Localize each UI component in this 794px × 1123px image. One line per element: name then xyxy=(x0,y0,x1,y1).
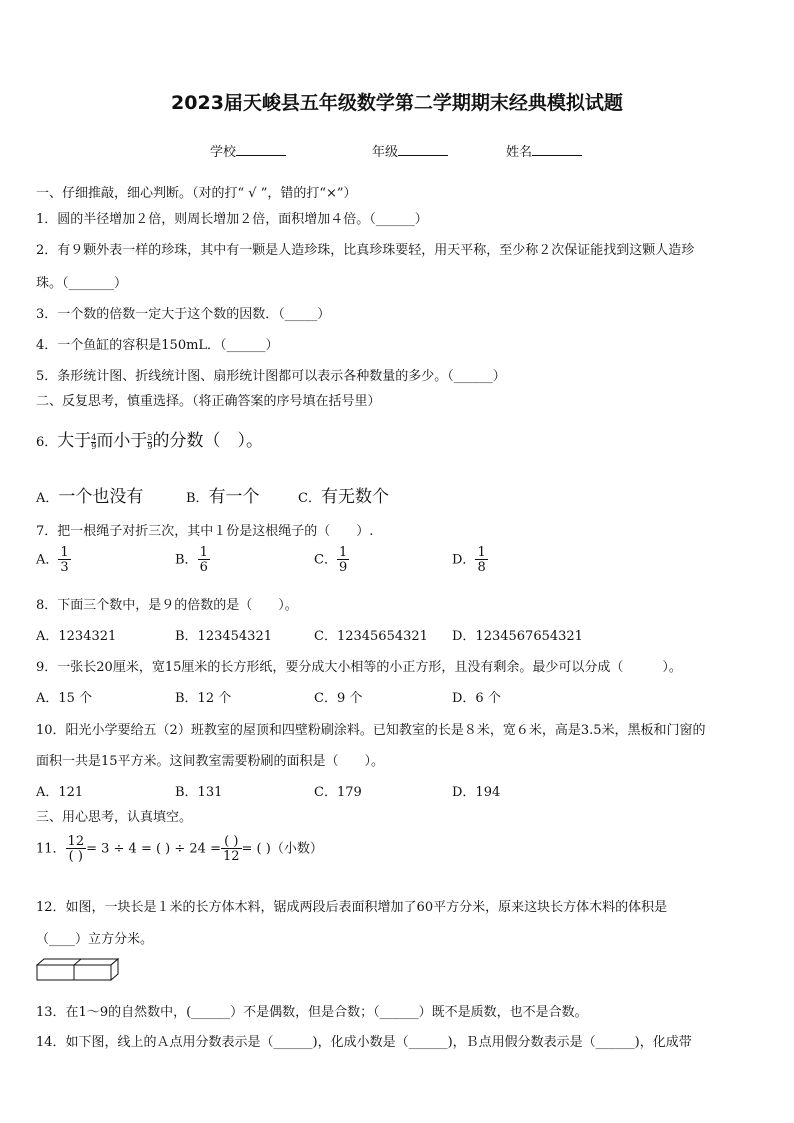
option-fraction xyxy=(198,546,210,574)
question-10-line1: 10．阳光小学要给五（2）班教室的屋顶和四壁粉刷涂料。已知教室的长是８米，宽６米，高是3.5米，黑板和门窗的 xyxy=(36,723,706,738)
option-text: 一个也没有 xyxy=(58,487,144,507)
question-12-line2: （____）立方分米。 xyxy=(36,932,154,947)
question-7-option-b xyxy=(175,546,210,574)
option-label: B． xyxy=(175,552,198,568)
option-label: C． xyxy=(298,491,321,506)
question-7-option-c xyxy=(314,546,349,574)
question-3: 3．一个数的倍数一定大于这个数的因数．（_____） xyxy=(36,307,331,322)
option-text: 有无数个 xyxy=(320,487,389,507)
question-2-line1: 2．有９颗外表一样的珍珠，其中有一颗是人造珍珠，比真珍珠要轻，用天平称，至少称２次保证能找到这颗人造珍 xyxy=(36,243,695,258)
question-8: 8．下面三个数中，是９的倍数的是（ ）。 xyxy=(36,598,298,613)
fraction-denominator: 9 xyxy=(91,442,97,451)
page-title: 2023届天峻县五年级数学第二学期期末经典模拟试题 xyxy=(171,92,623,114)
option-label: B． xyxy=(186,491,209,506)
name-field xyxy=(506,141,582,160)
grade-field xyxy=(372,141,448,160)
question-6-text-1: 大于 xyxy=(57,431,92,451)
name-label: 姓名 xyxy=(506,145,533,160)
fraction-numerator: 1 xyxy=(477,545,486,560)
question-6 xyxy=(36,426,263,451)
question-9: 9．一张长20厘米，宽15厘米的长方形纸，要分成大小相等的小正方形，且没有剩余。最少可以分成（ ）。 xyxy=(36,660,682,675)
fraction-denominator: 12 xyxy=(222,849,240,864)
question-9-option-a: A．15 个 xyxy=(36,691,93,706)
question-1: 1．圆的半径增加２倍，则周长增加２倍，面积增加４倍。（______） xyxy=(36,212,428,227)
question-7-option-a xyxy=(36,546,71,574)
fraction-numerator: 4 xyxy=(91,433,97,442)
fraction-numerator: 5 xyxy=(147,433,153,442)
option-label: A． xyxy=(36,552,59,568)
question-8-option-c: C．12345654321 xyxy=(314,629,428,644)
option-text: 有一个 xyxy=(208,487,260,507)
question-11-fraction-2 xyxy=(221,835,242,863)
question-8-option-a: A．1234321 xyxy=(36,629,117,644)
question-13: 13．在1～9的自然数中，(______）不是偶数，但是合数；（______）既不是质数，也不是合数。 xyxy=(36,1005,588,1020)
question-4: 4．一个鱼缸的容积是150mL．（______） xyxy=(36,338,279,353)
school-field xyxy=(210,141,286,160)
question-11 xyxy=(36,835,323,863)
question-6-option-a xyxy=(36,482,143,507)
question-5: 5．条形统计图、折线统计图、扇形统计图都可以表示各种数量的多少。（______） xyxy=(36,369,506,384)
question-6-option-b xyxy=(186,482,260,507)
grade-label: 年级 xyxy=(372,145,399,160)
question-10-option-c: C．179 xyxy=(314,785,362,800)
cuboid-figure xyxy=(36,958,120,982)
question-7: 7．把一根绳子对折三次，其中１份是这根绳子的（ ）. xyxy=(36,524,374,539)
question-11-fraction-1 xyxy=(66,835,87,863)
question-11-number: 11． xyxy=(36,841,66,857)
question-7-option-d xyxy=(452,546,488,574)
option-label: C． xyxy=(314,552,337,568)
school-blank xyxy=(236,143,286,156)
fraction-denominator: ( ) xyxy=(66,848,87,863)
option-fraction xyxy=(475,546,487,574)
fraction-numerator: 1 xyxy=(338,545,348,560)
question-6-option-c xyxy=(298,482,389,507)
question-10-option-d: D．194 xyxy=(452,785,501,800)
question-10-option-a: A．121 xyxy=(36,785,84,800)
name-blank xyxy=(532,143,582,156)
grade-blank xyxy=(398,143,448,156)
question-11-end: = ( )（小数） xyxy=(241,841,323,857)
question-8-option-d: D．1234567654321 xyxy=(452,629,583,644)
question-14: 14．如下图，线上的Ａ点用分数表示是（______)，化成小数是（______)，Ｂ点用假分数表示是（______)，化成带 xyxy=(36,1035,692,1050)
option-label: D． xyxy=(452,552,476,568)
question-10-line2: 面积一共是15平方米。这间教室需要粉刷的面积是（ ）。 xyxy=(36,754,385,769)
option-fraction xyxy=(337,546,349,574)
question-9-option-c: C．9 个 xyxy=(314,691,363,706)
section-2-heading: 二、反复思考，慎重选择。（将正确答案的序号填在括号里） xyxy=(36,394,381,409)
fraction-denominator: 9 xyxy=(338,560,348,575)
question-8-option-b: B．123454321 xyxy=(175,629,272,644)
question-9-option-b: B．12 个 xyxy=(175,691,232,706)
question-6-text-2: 而小于 xyxy=(96,431,148,451)
question-11-middle: = 3 ÷ 4 = ( ) ÷ 24 = xyxy=(86,841,221,857)
fraction-denominator: 8 xyxy=(477,560,486,575)
fraction-numerator: 1 xyxy=(60,545,69,560)
fraction-denominator: 6 xyxy=(199,560,208,575)
question-6-text-3: 的分数（ ）。 xyxy=(152,431,263,451)
option-label: A． xyxy=(36,491,59,506)
question-9-option-d: D．6 个 xyxy=(452,691,501,706)
question-2-line2: 珠。（_______） xyxy=(36,276,128,291)
section-3-heading: 三、用心思考，认真填空。 xyxy=(36,810,193,825)
fraction-numerator: 12 xyxy=(67,834,85,849)
fraction-numerator: 1 xyxy=(199,545,208,560)
question-6-number: 6． xyxy=(36,435,58,450)
option-fraction xyxy=(58,546,70,574)
section-1-heading: 一、仔细推敲，细心判断。（对的打“ √ ”，错的打“×”） xyxy=(36,186,357,201)
fraction-numerator: ( ) xyxy=(224,834,239,849)
school-label: 学校 xyxy=(210,145,237,160)
question-12-line1: 12．如图，一块长是１米的长方体木料，锯成两段后表面积增加了60平方分米，原来这块长方体木料的体积是 xyxy=(36,900,668,915)
question-10-option-b: B．131 xyxy=(175,785,223,800)
fraction-denominator: 3 xyxy=(60,560,69,575)
fraction-denominator: 9 xyxy=(147,442,153,451)
